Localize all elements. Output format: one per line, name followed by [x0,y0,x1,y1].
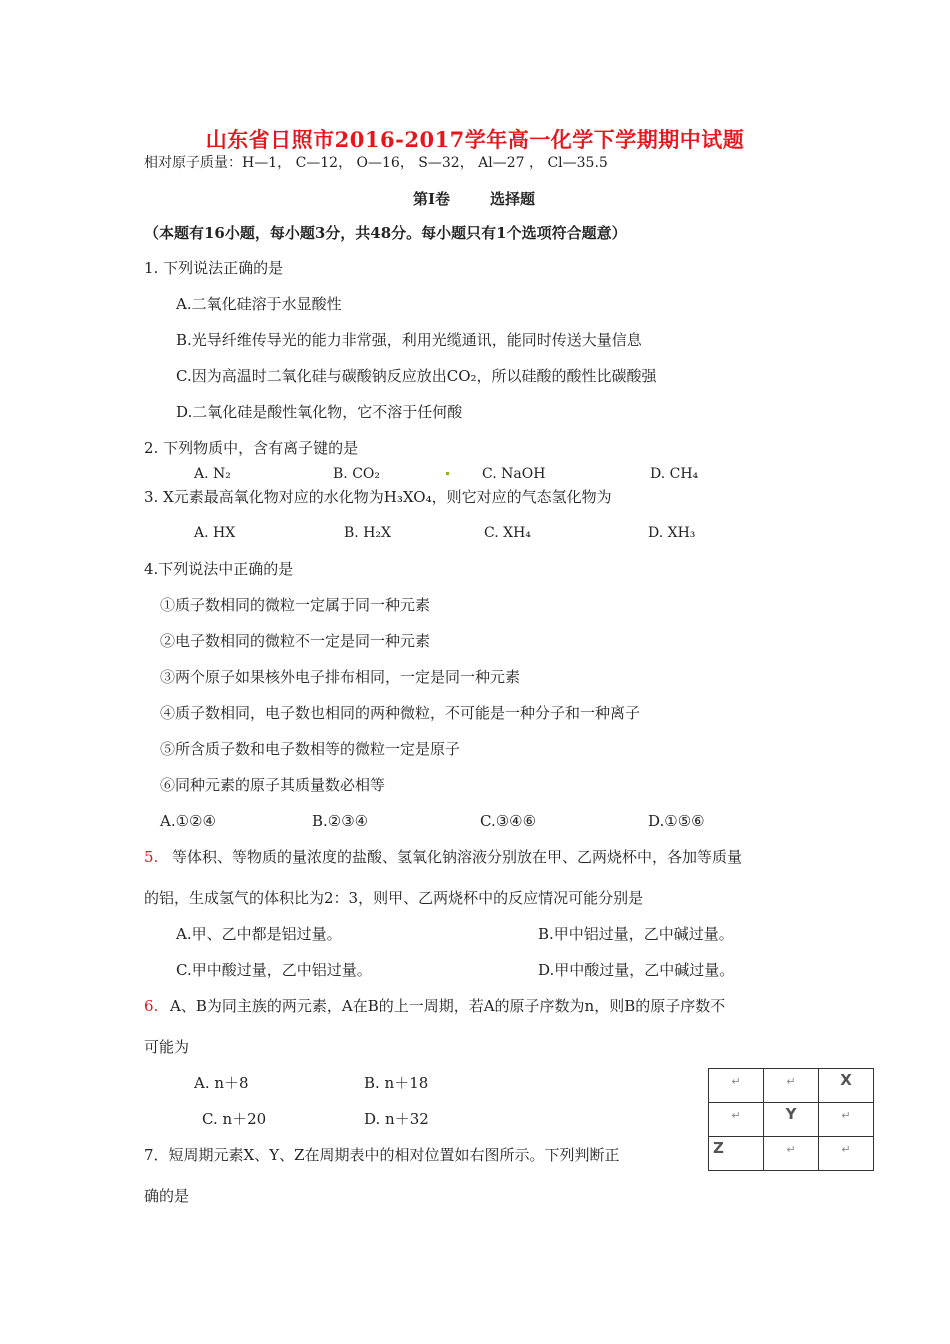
q3-option-d: D. XH₃ [648,525,696,541]
q4-option-d: D.①⑤⑥ [648,812,705,830]
q5-stem-line1: 等体积、等物质的量浓度的盐酸、氢氧化钠溶液分别放在甲、乙两烧杯中，各加等质量 [172,848,743,866]
q5-option-b: B.甲中铝过量，乙中碱过量。 [538,925,734,943]
q1-option-c: C.因为高温时二氧化硅与碳酸钠反应放出CO₂，所以硅酸的酸性比碳酸强 [176,367,657,385]
q2-option-a: A. N₂ [194,466,231,482]
q3-option-c: C. XH₄ [484,525,531,541]
q6-option-c: C. n＋20 [202,1110,267,1128]
table-cell: ↵ [709,1103,764,1137]
q6-option-d: D. n＋32 [364,1110,429,1128]
q2-option-b: B. CO₂ [333,466,380,482]
q6-option-b: B. n＋18 [364,1074,429,1092]
table-cell: ↵ [709,1069,764,1103]
table-cell: ↵ [764,1069,819,1103]
q4-statement-1: ①质子数相同的微粒一定属于同一种元素 [160,596,431,614]
document-title: 山东省日照市2016-2017学年高一化学下学期期中试题 [205,127,745,152]
q2-option-c: C. NaOH [482,466,546,482]
q1-option-d: D.二氧化硅是酸性氧化物，它不溶于任何酸 [176,403,463,421]
q5-option-d: D.甲中酸过量，乙中碱过量。 [538,961,735,979]
table-cell: ↵ [819,1137,874,1171]
q5-option-a: A.甲、乙中都是铝过量。 [176,925,342,943]
q4-stem: 4.下列说法中正确的是 [144,560,294,578]
section-subtitle: 选择题 [490,190,536,208]
q1-option-a: A.二氧化硅溶于水显酸性 [176,295,342,313]
q4-statement-4: ④质子数相同，电子数也相同的两种微粒，不可能是一种分子和一种离子 [160,704,641,722]
q6-stem-line1: A、B为同主族的两元素，A在B的上一周期，若A的原子序数为n，则B的原子序数不 [170,997,726,1015]
q7-stem-line1: 7．短周期元素X、Y、Z在周期表中的相对位置如右图所示。下列判断正 [144,1146,620,1164]
table-cell: ↵ [819,1103,874,1137]
q4-option-c: C.③④⑥ [480,812,537,830]
q6-number: 6. [144,997,159,1015]
q2-option-d: D. CH₄ [650,466,699,482]
q6-option-a: A. n＋8 [194,1074,249,1092]
table-cell-y: Y [764,1103,819,1137]
table-cell: ↵ [764,1137,819,1171]
atomic-masses: 相对原子质量：H—1， C—12， O—16， S—32， Al—27 ， Cl—35.5 [144,155,608,171]
q1-stem: 1. 下列说法正确的是 [144,259,284,277]
q4-option-b: B.②③④ [312,812,369,830]
q7-stem-line2: 确的是 [144,1187,190,1205]
q2-stem: 2. 下列物质中，含有离子键的是 [144,439,359,457]
q4-statement-5: ⑤所含质子数和电子数相等的微粒一定是原子 [160,740,461,758]
stray-dot [446,472,449,475]
section-name: 第Ⅰ卷 [413,190,451,208]
q5-stem-line2: 的铝，生成氢气的体积比为2：3，则甲、乙两烧杯中的反应情况可能分别是 [144,889,644,907]
q4-statement-3: ③两个原子如果核外电子排布相同，一定是同一种元素 [160,668,521,686]
periodic-position-table [708,1068,874,1171]
q4-statement-2: ②电子数相同的微粒不一定是同一种元素 [160,632,431,650]
q3-option-a: A. HX [194,525,236,541]
q5-number: 5. [144,848,159,866]
table-cell-z: Z [709,1137,764,1171]
table-cell-x: X [819,1069,874,1103]
q4-option-a: A.①②④ [160,812,216,830]
q3-stem: 3. X元素最高氧化物对应的水化物为H₃XO₄，则它对应的气态氢化物为 [144,488,612,506]
q5-option-c: C.甲中酸过量，乙中铝过量。 [176,961,372,979]
q6-stem-line2: 可能为 [144,1038,190,1056]
q1-option-b: B.光导纤维传导光的能力非常强，利用光缆通讯，能同时传送大量信息 [176,331,642,349]
q4-statement-6: ⑥同种元素的原子其质量数必相等 [160,776,386,794]
section-instructions: （本题有16小题，每小题3分，共48分。每小题只有1个选项符合题意） [144,224,627,242]
q3-option-b: B. H₂X [344,525,391,541]
